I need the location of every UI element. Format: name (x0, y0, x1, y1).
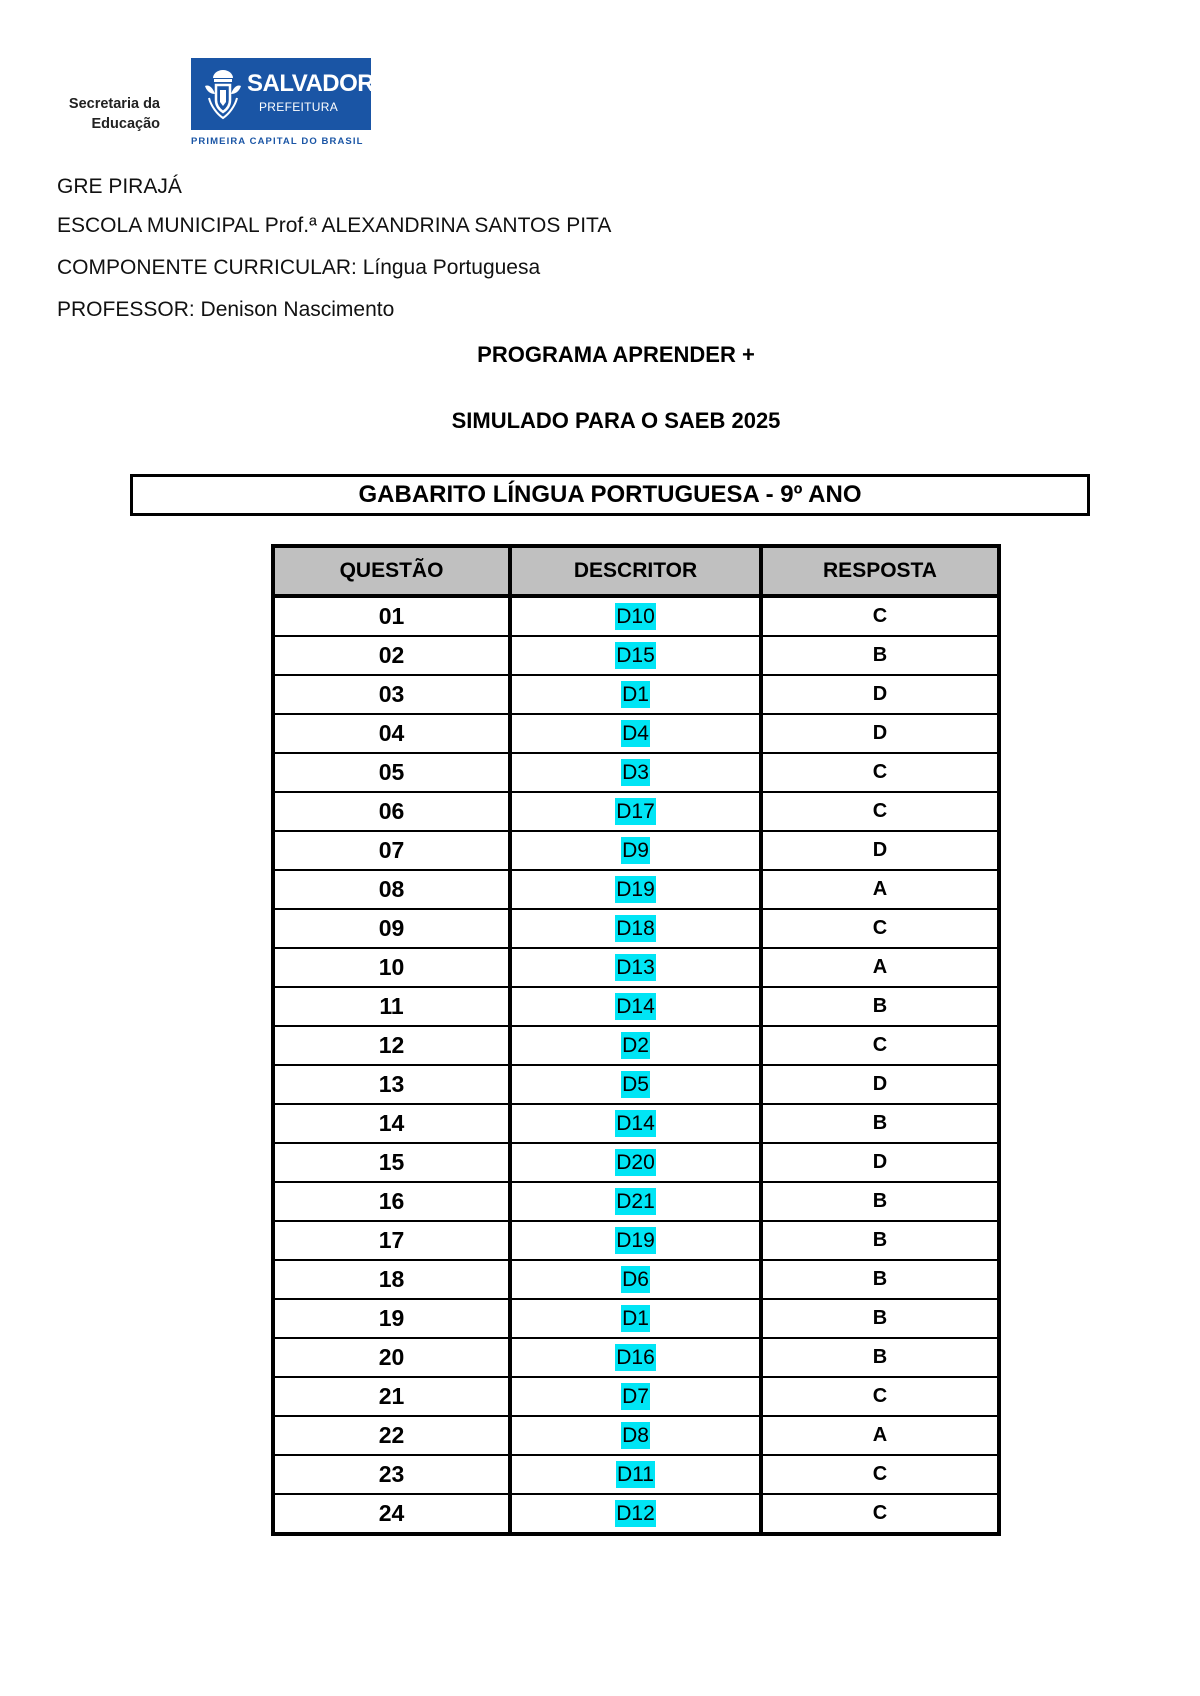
question-number: 11 (379, 993, 404, 1019)
question-cell (273, 831, 510, 870)
answer-cell (761, 1260, 999, 1299)
descriptor-code: D1 (622, 1306, 649, 1330)
descriptor-code: D17 (616, 799, 655, 823)
answer-letter: C (872, 1463, 888, 1485)
answer-rows (273, 596, 999, 1534)
answer-cell (761, 675, 999, 714)
table-row (273, 831, 999, 870)
answer-letter: C (872, 1502, 888, 1524)
question-number: 04 (378, 720, 405, 746)
descriptor-cell (510, 987, 761, 1026)
descriptor-cell (510, 753, 761, 792)
answer-cell (761, 987, 999, 1026)
descriptor-cell (510, 792, 761, 831)
question-number: 23 (378, 1461, 405, 1487)
question-number: 03 (378, 681, 405, 707)
question-cell (273, 1143, 510, 1182)
descriptor-cell (510, 1182, 761, 1221)
descriptor-cell (510, 1026, 761, 1065)
answer-letter: B (872, 1346, 888, 1368)
descriptor-cell (510, 1065, 761, 1104)
answer-cell (761, 1221, 999, 1260)
question-number: 22 (378, 1422, 405, 1448)
question-cell (273, 1455, 510, 1494)
table-row (273, 792, 999, 831)
question-number: 05 (378, 759, 405, 785)
table-row (273, 1065, 999, 1104)
answer-letter: D (872, 1073, 888, 1095)
question-cell (273, 870, 510, 909)
secretaria-line1: Secretaria da (68, 96, 160, 112)
descriptor-code: D19 (616, 1228, 655, 1252)
answer-letter: D (872, 683, 888, 705)
program-title: PROGRAMA APRENDER + (477, 342, 755, 367)
question-cell (273, 636, 510, 675)
descriptor-cell (510, 1377, 761, 1416)
descriptor-code: D1 (622, 682, 649, 706)
answer-letter: C (872, 605, 888, 627)
table-row (273, 1455, 999, 1494)
answer-letter: A (872, 878, 888, 900)
header-descritor: DESCRITOR (510, 546, 761, 596)
secretaria-logo-text (56, 94, 160, 134)
secretaria-line2: Educação (91, 116, 160, 132)
answer-letter: B (872, 1190, 888, 1212)
descriptor-cell (510, 636, 761, 675)
table-row (273, 714, 999, 753)
descriptor-cell (510, 831, 761, 870)
descriptor-code: D7 (622, 1384, 649, 1408)
subject-line: COMPONENTE CURRICULAR: Língua Portuguesa (57, 256, 541, 279)
table-row (273, 753, 999, 792)
question-number: 16 (378, 1188, 405, 1214)
descriptor-code: D21 (616, 1189, 655, 1213)
question-cell (273, 675, 510, 714)
table-row (273, 1182, 999, 1221)
descriptor-code: D5 (622, 1072, 649, 1096)
answer-letter: B (872, 1112, 888, 1134)
descriptor-cell (510, 1143, 761, 1182)
teacher-line: PROFESSOR: Denison Nascimento (57, 298, 395, 321)
question-cell (273, 1065, 510, 1104)
answer-letter: B (872, 1229, 888, 1251)
salvador-prefeitura-logo (191, 58, 375, 130)
table-row (273, 870, 999, 909)
question-number: 01 (378, 603, 405, 629)
descriptor-code: D6 (622, 1267, 649, 1291)
answer-key-title: GABARITO LÍNGUA PORTUGUESA - 9º ANO (130, 474, 1090, 516)
descriptor-cell (510, 1260, 761, 1299)
descriptor-cell (510, 1494, 761, 1534)
question-cell (273, 596, 510, 636)
question-number: 17 (378, 1227, 405, 1253)
question-cell (273, 1104, 510, 1143)
descriptor-code: D12 (616, 1501, 655, 1525)
answer-cell (761, 948, 999, 987)
table-row (273, 987, 999, 1026)
header-logos (56, 58, 396, 148)
table-row (273, 1416, 999, 1455)
descriptor-code: D2 (622, 1033, 649, 1057)
descriptor-cell (510, 596, 761, 636)
descriptor-code: D3 (622, 760, 649, 784)
descriptor-code: D13 (616, 955, 655, 979)
table-row (273, 1104, 999, 1143)
answer-cell (761, 1065, 999, 1104)
answer-letter: B (872, 995, 888, 1017)
descriptor-code: D15 (616, 643, 655, 667)
question-number: 19 (378, 1305, 405, 1331)
table-header-row (273, 546, 999, 596)
answer-cell (761, 1143, 999, 1182)
descriptor-code: D14 (616, 1111, 655, 1135)
table-row (273, 1026, 999, 1065)
question-cell (273, 909, 510, 948)
table-row (273, 909, 999, 948)
question-number: 08 (378, 876, 405, 902)
answer-cell (761, 596, 999, 636)
question-cell (273, 714, 510, 753)
question-number: 21 (378, 1383, 405, 1409)
answer-letter: D (872, 839, 888, 861)
descriptor-cell (510, 1455, 761, 1494)
question-number: 18 (378, 1266, 405, 1292)
question-cell (273, 1494, 510, 1534)
answer-letter: C (872, 917, 888, 939)
answer-cell (761, 792, 999, 831)
logo-tagline: PRIMEIRA CAPITAL DO BRASIL (191, 136, 364, 147)
answer-letter: B (872, 1307, 888, 1329)
table-row (273, 1377, 999, 1416)
school-line: ESCOLA MUNICIPAL Prof.ª ALEXANDRINA SANTOS PITA (57, 214, 612, 237)
answer-letter: B (872, 644, 888, 666)
question-cell (273, 1377, 510, 1416)
answer-cell (761, 1494, 999, 1534)
table-row (273, 1299, 999, 1338)
header-resposta: RESPOSTA (761, 546, 999, 596)
answer-cell (761, 1182, 999, 1221)
question-number: 14 (378, 1110, 405, 1136)
table-row (273, 596, 999, 636)
answer-letter: C (872, 1385, 888, 1407)
question-cell (273, 792, 510, 831)
answer-letter: D (872, 1151, 888, 1173)
descriptor-code: D9 (622, 838, 649, 862)
descriptor-code: D8 (622, 1423, 649, 1447)
answer-cell (761, 909, 999, 948)
city-name: SALVADOR (247, 70, 375, 97)
descriptor-code: D11 (617, 1462, 654, 1486)
question-cell (273, 1026, 510, 1065)
answer-letter: C (872, 800, 888, 822)
descriptor-code: D10 (616, 604, 655, 628)
answer-cell (761, 1104, 999, 1143)
answer-key-table (271, 544, 1001, 1536)
question-cell (273, 1338, 510, 1377)
table-row (273, 636, 999, 675)
question-number: 02 (378, 642, 405, 668)
answer-cell (761, 753, 999, 792)
gre-line: GRE PIRAJÁ (57, 175, 182, 198)
descriptor-cell (510, 870, 761, 909)
prefeitura-label: PREFEITURA (259, 100, 339, 114)
answer-cell (761, 1299, 999, 1338)
table-row (273, 1260, 999, 1299)
question-cell (273, 948, 510, 987)
answer-cell (761, 831, 999, 870)
answer-cell (761, 714, 999, 753)
answer-letter: C (872, 761, 888, 783)
answer-cell (761, 1455, 999, 1494)
question-number: 20 (378, 1344, 405, 1370)
answer-cell (761, 636, 999, 675)
descriptor-cell (510, 1104, 761, 1143)
question-cell (273, 1416, 510, 1455)
question-cell (273, 1221, 510, 1260)
descriptor-code: D4 (622, 721, 649, 745)
descriptor-cell (510, 909, 761, 948)
question-cell (273, 1260, 510, 1299)
descriptor-cell (510, 1299, 761, 1338)
descriptor-code: D18 (616, 916, 655, 940)
answer-letter: A (872, 1424, 888, 1446)
table-row (273, 1221, 999, 1260)
answer-letter: C (872, 1034, 888, 1056)
question-number: 15 (378, 1149, 405, 1175)
question-cell (273, 987, 510, 1026)
question-number: 13 (378, 1071, 405, 1097)
descriptor-code: D14 (616, 994, 655, 1018)
descriptor-cell (510, 675, 761, 714)
answer-cell (761, 1416, 999, 1455)
descriptor-cell (510, 1221, 761, 1260)
answer-cell (761, 1377, 999, 1416)
descriptor-cell (510, 714, 761, 753)
descriptor-cell (510, 1338, 761, 1377)
question-cell (273, 1182, 510, 1221)
table-row (273, 1338, 999, 1377)
question-number: 06 (378, 798, 405, 824)
answer-letter: B (872, 1268, 888, 1290)
descriptor-code: D16 (616, 1345, 655, 1369)
descriptor-cell (510, 948, 761, 987)
answer-cell (761, 1026, 999, 1065)
descriptor-code: D19 (616, 877, 655, 901)
table-row (273, 1143, 999, 1182)
answer-letter: D (872, 722, 888, 744)
question-number: 07 (378, 837, 405, 863)
header-questao: QUESTÃO (273, 546, 510, 596)
answer-letter: A (872, 956, 888, 978)
question-cell (273, 753, 510, 792)
table-row (273, 675, 999, 714)
city-emblem-icon (199, 66, 247, 124)
descriptor-code: D20 (616, 1150, 655, 1174)
question-number: 12 (378, 1032, 405, 1058)
descriptor-cell (510, 1416, 761, 1455)
table-row (273, 1494, 999, 1534)
question-number: 09 (378, 915, 405, 941)
answer-cell (761, 1338, 999, 1377)
table-row (273, 948, 999, 987)
question-number: 10 (378, 954, 405, 980)
question-cell (273, 1299, 510, 1338)
question-number: 24 (378, 1500, 405, 1526)
answer-cell (761, 870, 999, 909)
exam-title: SIMULADO PARA O SAEB 2025 (451, 408, 781, 433)
